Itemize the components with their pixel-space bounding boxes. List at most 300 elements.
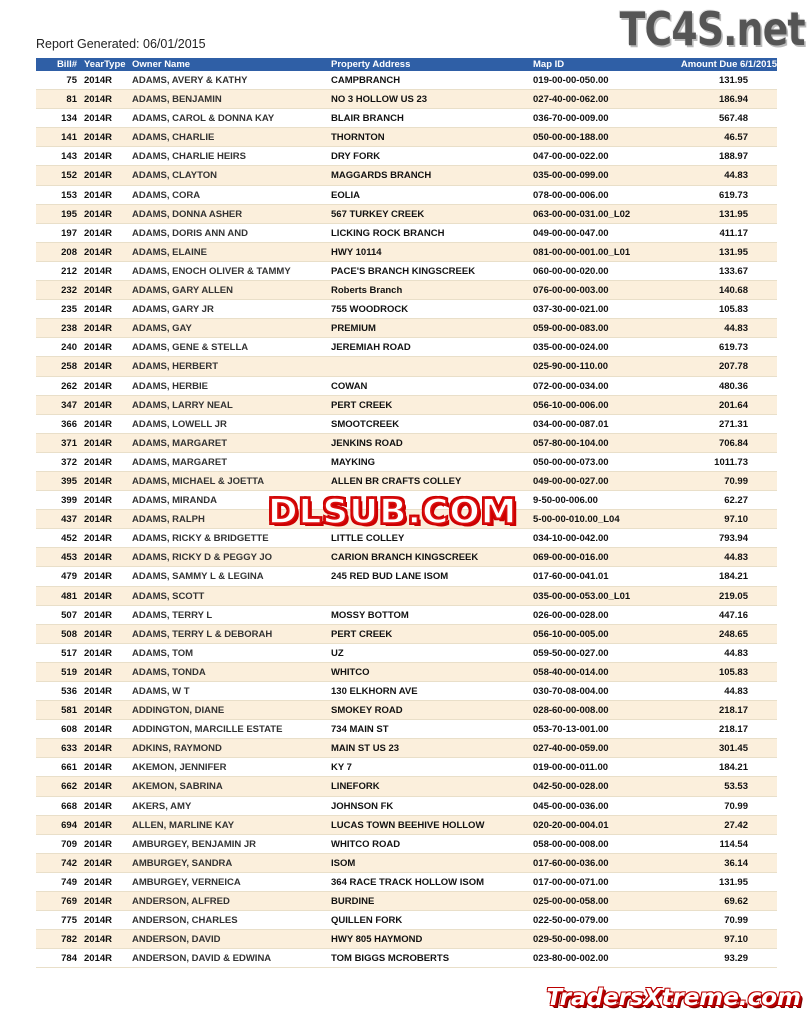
bill-number: 508 — [61, 628, 77, 640]
year-type: 2014R — [84, 475, 112, 487]
bill-number: 769 — [61, 896, 77, 908]
table-row — [36, 587, 777, 606]
year-type: 2014R — [84, 800, 112, 812]
year-type: 2014R — [84, 361, 112, 373]
table-row — [36, 797, 777, 816]
year-type: 2014R — [84, 342, 112, 354]
bill-number: 668 — [61, 800, 77, 812]
year-type: 2014R — [84, 437, 112, 449]
year-type: 2014R — [84, 724, 112, 736]
owner-name: ADAMS, ENOCH OLIVER & TAMMY — [132, 265, 291, 277]
table-row — [36, 720, 777, 739]
table-row — [36, 663, 777, 682]
table-row — [36, 71, 777, 90]
map-id: 050-00-00-188.00 — [533, 132, 609, 144]
owner-name: ALLEN, MARLINE KAY — [132, 819, 235, 831]
year-type: 2014R — [84, 571, 112, 583]
map-id: 025-00-00-058.00 — [533, 896, 609, 908]
amount-due: 114.54 — [719, 838, 748, 850]
table-row — [36, 90, 777, 109]
map-id: 027-40-00-059.00 — [533, 743, 609, 755]
owner-name: ADAMS, ELAINE — [132, 246, 207, 258]
year-type: 2014R — [84, 609, 112, 621]
owner-name: ADAMS, SCOTT — [132, 590, 205, 602]
property-address: NO 3 HOLLOW US 23 — [331, 94, 428, 106]
year-type: 2014R — [84, 686, 112, 697]
property-address: QUILLEN FORK — [331, 915, 403, 927]
table-row — [36, 338, 777, 357]
table-row — [36, 453, 777, 472]
bill-number: 661 — [61, 762, 77, 774]
property-address: CARION BRANCH KINGSCREEK — [331, 552, 479, 564]
owner-name: ADAMS, RICKY & BRIDGETTE — [132, 533, 269, 545]
property-address: PACE'S BRANCH KINGSCREEK — [331, 265, 476, 277]
owner-name: ADAMS, DONNA ASHER — [132, 208, 243, 220]
bill-number: 258 — [61, 361, 77, 373]
property-address: MAGGARDS BRANCH — [331, 170, 432, 182]
table-row — [36, 758, 777, 777]
table-row — [36, 205, 777, 224]
amount-due: 188.97 — [718, 151, 748, 163]
property-address: 364 RACE TRACK HOLLOW ISOM — [331, 876, 485, 888]
owner-name: ADAMS, HERBIE — [132, 380, 209, 392]
year-type: 2014R — [84, 170, 112, 182]
table-row — [36, 281, 777, 300]
year-type: 2014R — [84, 762, 112, 774]
bill-number: 507 — [61, 609, 77, 621]
header-bill: Bill# — [56, 59, 77, 70]
year-type: 2014R — [84, 418, 112, 430]
property-address: BURDINE — [331, 896, 375, 908]
year-type: 2014R — [84, 399, 112, 411]
property-address: JOHNSON FK — [331, 800, 394, 812]
owner-name: ADDINGTON, DIANE — [132, 705, 225, 717]
year-type: 2014R — [84, 246, 112, 258]
map-id: 030-70-08-004.00 — [533, 686, 609, 697]
map-id: 042-50-00-028.00 — [533, 781, 609, 793]
property-address: BLAIR BRANCH — [331, 113, 404, 125]
bill-number: 238 — [61, 323, 77, 335]
owner-name: ADAMS, MARGARET — [132, 456, 227, 468]
amount-due: 70.99 — [724, 800, 748, 812]
amount-due: 619.73 — [718, 342, 748, 354]
year-type: 2014R — [84, 781, 112, 793]
amount-due: 186.94 — [718, 94, 748, 106]
bill-number: 662 — [61, 781, 77, 793]
table-row — [36, 930, 777, 949]
bill-number: 197 — [61, 227, 77, 239]
property-address: EOLIA — [331, 189, 361, 201]
amount-due: 97.10 — [724, 934, 748, 946]
year-type: 2014R — [84, 533, 112, 545]
property-address: WHITCO ROAD — [331, 838, 401, 850]
owner-name: ADAMS, TERRY L — [132, 609, 213, 621]
owner-name: ADAMS, GARY ALLEN — [132, 285, 233, 297]
amount-due: 62.27 — [724, 495, 748, 507]
property-address: KY 7 — [331, 762, 352, 774]
table-row — [36, 625, 777, 644]
owner-name: ANDERSON, CHARLES — [132, 915, 238, 927]
property-address: SMOKEY ROAD — [331, 705, 403, 717]
bill-number: 232 — [61, 285, 77, 297]
table-row — [36, 911, 777, 930]
table-row — [36, 854, 777, 873]
owner-name: ADAMS, RICKY D & PEGGY JO — [132, 552, 273, 564]
owner-name: ADAMS, CORA — [132, 189, 201, 201]
table-row — [36, 319, 777, 338]
property-address: DRY FORK — [331, 151, 381, 163]
table-row — [36, 243, 777, 262]
owner-name: ANDERSON, ALFRED — [132, 896, 230, 908]
owner-name: ADAMS, BENJAMIN — [132, 94, 222, 106]
amount-due: 53.53 — [724, 781, 748, 793]
owner-name: ADAMS, LARRY NEAL — [132, 399, 233, 411]
map-id: 019-00-00-050.00 — [533, 75, 609, 86]
amount-due: 70.99 — [724, 475, 748, 487]
property-address: ISOM — [331, 857, 356, 869]
owner-name: ADAMS, SAMMY L & LEGINA — [132, 571, 264, 583]
map-id: 058-00-00-008.00 — [533, 838, 609, 850]
year-type: 2014R — [84, 953, 112, 965]
map-id: 022-50-00-079.00 — [533, 915, 609, 927]
bill-number: 694 — [61, 819, 77, 831]
year-type: 2014R — [84, 94, 112, 106]
map-id: 026-00-00-028.00 — [533, 609, 609, 621]
owner-name: AMBURGEY, VERNEICA — [132, 876, 241, 888]
header-yeartype: YearType — [84, 59, 126, 70]
map-id: 063-00-00-031.00_L02 — [533, 208, 631, 220]
table-row — [36, 396, 777, 415]
owner-name: AKERS, AMY — [132, 800, 192, 812]
bill-number: 775 — [61, 915, 77, 927]
map-id: 056-10-00-006.00 — [533, 399, 609, 411]
amount-due: 567.48 — [718, 113, 748, 125]
amount-due: 218.17 — [718, 705, 748, 717]
table-row — [36, 739, 777, 758]
amount-due: 248.65 — [718, 628, 748, 640]
year-type: 2014R — [84, 666, 112, 678]
amount-due: 1011.73 — [714, 456, 748, 468]
map-id: 050-00-00-073.00 — [533, 456, 609, 468]
year-type: 2014R — [84, 285, 112, 297]
amount-due: 46.57 — [724, 132, 748, 144]
owner-name: ADDINGTON, MARCILLE ESTATE — [132, 724, 283, 736]
table-row — [36, 548, 777, 567]
year-type: 2014R — [84, 208, 112, 220]
property-address: MAIN ST US 23 — [331, 743, 400, 755]
property-address: LITTLE COLLEY — [331, 533, 405, 545]
amount-due: 70.99 — [724, 915, 748, 927]
amount-due: 219.05 — [718, 590, 748, 602]
owner-name: ADKINS, RAYMOND — [132, 743, 222, 755]
owner-name: ADAMS, AVERY & KATHY — [132, 75, 248, 86]
map-id: 072-00-00-034.00 — [533, 380, 609, 392]
bill-number: 519 — [61, 666, 77, 678]
map-id: 045-00-00-036.00 — [533, 800, 609, 812]
table-row — [36, 128, 777, 147]
map-id: 049-00-00-047.00 — [533, 227, 609, 239]
owner-name: ADAMS, TONDA — [132, 666, 206, 678]
bill-number: 709 — [61, 838, 77, 850]
amount-due: 36.14 — [724, 857, 748, 869]
map-id: 023-80-00-002.00 — [533, 953, 609, 965]
year-type: 2014R — [84, 552, 112, 564]
table-row — [36, 109, 777, 128]
property-address: LICKING ROCK BRANCH — [331, 227, 445, 239]
amount-due: 447.16 — [718, 609, 748, 621]
bill-number: 81 — [66, 94, 77, 106]
amount-due: 131.95 — [718, 876, 748, 888]
property-address: JEREMIAH ROAD — [331, 342, 411, 354]
map-id: 081-00-00-001.00_L01 — [533, 246, 631, 258]
owner-name: ADAMS, TOM — [132, 647, 194, 659]
year-type: 2014R — [84, 265, 112, 277]
bill-number: 453 — [61, 552, 77, 564]
bill-number: 75 — [66, 75, 77, 86]
bill-number: 481 — [61, 590, 77, 602]
owner-name: ANDERSON, DAVID — [132, 934, 221, 946]
table-row — [36, 300, 777, 319]
bill-number: 399 — [61, 495, 77, 507]
amount-due: 44.83 — [724, 323, 748, 335]
owner-name: ADAMS, CHARLIE — [132, 132, 215, 144]
owner-name: ADAMS, GENE & STELLA — [132, 342, 249, 354]
amount-due: 619.73 — [718, 189, 748, 201]
table-row — [36, 262, 777, 281]
bill-number: 517 — [61, 647, 77, 659]
map-id: 035-00-00-053.00_L01 — [533, 590, 631, 602]
owner-name: ADAMS, MIRANDA — [132, 495, 217, 507]
map-id: 019-00-00-011.00 — [533, 762, 609, 774]
table-row — [36, 816, 777, 835]
owner-name: ADAMS, CAROL & DONNA KAY — [132, 113, 275, 125]
table-row — [36, 682, 777, 701]
year-type: 2014R — [84, 304, 112, 316]
table-header — [36, 58, 777, 71]
property-address: CAMPBRANCH — [331, 75, 401, 86]
bill-number: 141 — [61, 132, 77, 144]
owner-name: ANDERSON, DAVID & EDWINA — [132, 953, 272, 965]
owner-name: AKEMON, JENNIFER — [132, 762, 227, 774]
amount-due: 105.83 — [718, 666, 748, 678]
bill-number: 372 — [61, 456, 77, 468]
amount-due: 131.95 — [718, 75, 748, 86]
bill-number: 366 — [61, 418, 77, 430]
table-row — [36, 777, 777, 796]
bill-number: 262 — [61, 380, 77, 392]
header-owner-name: Owner Name — [132, 59, 191, 70]
property-address: 755 WOODROCK — [331, 304, 409, 316]
year-type: 2014R — [84, 514, 112, 526]
year-type: 2014R — [84, 819, 112, 831]
owner-name: AMBURGEY, BENJAMIN JR — [132, 838, 257, 850]
map-id: 9-50-00-006.00 — [533, 495, 598, 507]
bill-number: 782 — [61, 934, 77, 946]
table-row — [36, 415, 777, 434]
map-id: 035-00-00-024.00 — [533, 342, 609, 354]
year-type: 2014R — [84, 743, 112, 755]
bill-number: 240 — [61, 342, 77, 354]
amount-due: 271.31 — [718, 418, 748, 430]
amount-due: 69.62 — [724, 896, 748, 908]
map-id: 058-40-00-014.00 — [533, 666, 609, 678]
amount-due: 793.94 — [718, 533, 748, 545]
year-type: 2014R — [84, 915, 112, 927]
map-id: 076-00-00-003.00 — [533, 285, 609, 297]
map-id: 5-00-00-010.00_L04 — [533, 514, 620, 526]
owner-name: ADAMS, GAY — [132, 323, 192, 335]
property-address: UZ — [331, 647, 344, 659]
year-type: 2014R — [84, 857, 112, 869]
property-address: LUCAS TOWN BEEHIVE HOLLOW — [331, 819, 485, 831]
year-type: 2014R — [84, 323, 112, 335]
year-type: 2014R — [84, 151, 112, 163]
map-id: 027-40-00-062.00 — [533, 94, 609, 106]
bill-number: 371 — [61, 437, 77, 449]
amount-due: 27.42 — [724, 819, 748, 831]
amount-due: 480.36 — [718, 380, 748, 392]
table-row — [36, 567, 777, 586]
year-type: 2014R — [84, 113, 112, 125]
year-type: 2014R — [84, 876, 112, 888]
amount-due: 44.83 — [724, 686, 748, 697]
owner-name: ADAMS, LOWELL JR — [132, 418, 227, 430]
bill-number: 153 — [61, 189, 77, 201]
owner-name: ADAMS, HERBERT — [132, 361, 219, 373]
property-address: Roberts Branch — [331, 285, 403, 297]
year-type: 2014R — [84, 380, 112, 392]
year-type: 2014R — [84, 896, 112, 908]
bill-number: 633 — [61, 743, 77, 755]
table-row — [36, 166, 777, 185]
owner-name: ADAMS, MICHAEL & JOETTA — [132, 475, 265, 487]
bill-number: 235 — [61, 304, 77, 316]
table-row — [36, 472, 777, 491]
table-row — [36, 224, 777, 243]
property-address: SMOOTCREEK — [331, 418, 400, 430]
map-id: 029-50-00-098.00 — [533, 934, 609, 946]
owner-name: ADAMS, RALPH — [132, 514, 205, 526]
year-type: 2014R — [84, 590, 112, 602]
amount-due: 105.83 — [718, 304, 748, 316]
bill-number: 784 — [61, 953, 77, 965]
property-address — [331, 587, 533, 605]
property-address — [331, 357, 533, 375]
bill-number: 134 — [61, 113, 77, 125]
table-row — [36, 377, 777, 396]
year-type: 2014R — [84, 934, 112, 946]
property-address: JENKINS ROAD — [331, 437, 403, 449]
amount-due: 133.67 — [718, 265, 748, 277]
bill-number: 143 — [61, 151, 77, 163]
map-id: 017-00-00-071.00 — [533, 876, 609, 888]
property-address: 130 ELKHORN AVE — [331, 686, 418, 697]
amount-due: 140.68 — [718, 285, 748, 297]
amount-due: 184.21 — [718, 571, 748, 583]
property-address: COWAN — [331, 380, 368, 392]
table-row — [36, 644, 777, 663]
map-id: 060-00-00-020.00 — [533, 265, 609, 277]
property-address: MOSSY BOTTOM — [331, 609, 409, 621]
property-address: TOM BIGGS MCROBERTS — [331, 953, 450, 965]
table-row — [36, 606, 777, 625]
property-address: HWY 805 HAYMOND — [331, 934, 423, 946]
year-type: 2014R — [84, 495, 112, 507]
property-address: THORNTON — [331, 132, 385, 144]
bill-number: 581 — [61, 705, 77, 717]
owner-name: ADAMS, GARY JR — [132, 304, 214, 316]
table-row — [36, 949, 777, 968]
map-id: 057-80-00-104.00 — [533, 437, 609, 449]
amount-due: 201.64 — [718, 399, 748, 411]
property-address: 567 TURKEY CREEK — [331, 208, 425, 220]
owner-name: AMBURGEY, SANDRA — [132, 857, 233, 869]
bill-number: 452 — [61, 533, 77, 545]
report-generated-date: Report Generated: 06/01/2015 — [36, 37, 206, 51]
amount-due: 207.78 — [718, 361, 748, 373]
table-row — [36, 147, 777, 166]
property-address: MAYKING — [331, 456, 375, 468]
dlsub-watermark: DLSUB.COM — [268, 492, 518, 532]
map-id: 034-00-00-087.01 — [533, 418, 609, 430]
map-id: 037-30-00-021.00 — [533, 304, 609, 316]
owner-name: ADAMS, MARGARET — [132, 437, 227, 449]
map-id: 028-60-00-008.00 — [533, 705, 609, 717]
table-row — [36, 357, 777, 376]
bill-number: 347 — [61, 399, 77, 411]
map-id: 047-00-00-022.00 — [533, 151, 609, 163]
amount-due: 44.83 — [724, 552, 748, 564]
owner-name: ADAMS, CLAYTON — [132, 170, 217, 182]
bill-number: 536 — [61, 686, 77, 697]
property-address: 734 MAIN ST — [331, 724, 389, 736]
property-address: LINEFORK — [331, 781, 380, 793]
map-id: 059-50-00-027.00 — [533, 647, 609, 659]
year-type: 2014R — [84, 189, 112, 201]
map-id: 034-10-00-042.00 — [533, 533, 609, 545]
property-address: ALLEN BR CRAFTS COLLEY — [331, 475, 462, 487]
map-id: 017-60-00-041.01 — [533, 571, 609, 583]
year-type: 2014R — [84, 75, 112, 86]
amount-due: 44.83 — [724, 647, 748, 659]
owner-name: ADAMS, CHARLIE HEIRS — [132, 151, 247, 163]
table-row — [36, 873, 777, 892]
map-id: 078-00-00-006.00 — [533, 189, 609, 201]
year-type: 2014R — [84, 838, 112, 850]
year-type: 2014R — [84, 705, 112, 717]
property-address: PREMIUM — [331, 323, 376, 335]
bill-number: 608 — [61, 724, 77, 736]
bill-number: 479 — [61, 571, 77, 583]
owner-name: ADAMS, W T — [132, 686, 190, 697]
tc4s-logo: TC4S.net — [619, 2, 805, 56]
map-id: 017-60-00-036.00 — [533, 857, 609, 869]
table-row — [36, 701, 777, 720]
property-address: PERT CREEK — [331, 628, 393, 640]
map-id: 036-70-00-009.00 — [533, 113, 609, 125]
map-id: 049-00-00-027.00 — [533, 475, 609, 487]
map-id: 053-70-13-001.00 — [533, 724, 609, 736]
year-type: 2014R — [84, 227, 112, 239]
header-map-id: Map ID — [533, 59, 565, 70]
map-id: 059-00-00-083.00 — [533, 323, 609, 335]
year-type: 2014R — [84, 647, 112, 659]
header-amount-due: Amount Due 6/1/2015 — [680, 59, 777, 70]
amount-due: 131.95 — [718, 246, 748, 258]
tradersxtreme-watermark: TradersXtreme.com — [546, 985, 801, 1011]
bill-number: 749 — [61, 876, 77, 888]
amount-due: 97.10 — [724, 514, 748, 526]
